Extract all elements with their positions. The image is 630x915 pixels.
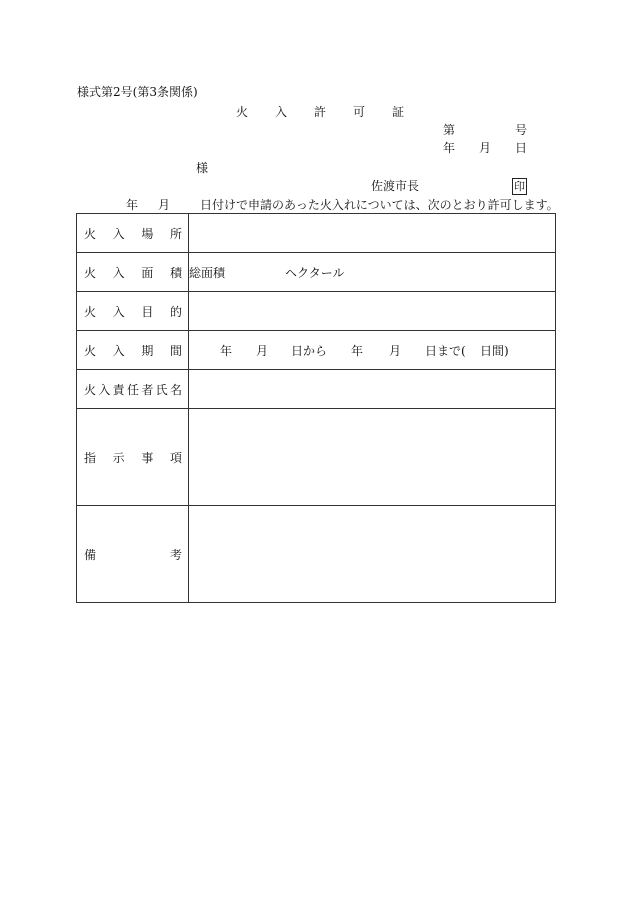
row-label (77, 214, 189, 253)
responsible-person-field[interactable] (189, 370, 556, 409)
title-char: 証 (392, 105, 405, 119)
intro-year: 年 (126, 198, 139, 212)
permit-table (76, 213, 556, 603)
label-char: 火 (84, 265, 97, 280)
table-row (77, 409, 556, 506)
label-char: 火 (84, 304, 97, 319)
row-label (77, 409, 189, 506)
label-char: 入 (112, 304, 125, 319)
label-char: 入 (112, 265, 125, 280)
date-month: 月 (479, 141, 492, 155)
title-char: 許 (314, 105, 327, 119)
row-label (77, 331, 189, 370)
table-row (77, 214, 556, 253)
date-year: 年 (443, 141, 456, 155)
burn-purpose-field[interactable] (189, 292, 556, 331)
addressee-suffix: 様 (196, 161, 209, 175)
period-start-month: 月 (256, 343, 269, 358)
remarks-field[interactable] (189, 506, 556, 603)
label-char: 任 (126, 382, 139, 397)
table-row (77, 253, 556, 292)
label-char: 火 (84, 343, 97, 358)
title-char: 入 (275, 105, 288, 119)
seal-mark: 印 (514, 180, 525, 193)
label-char: 入 (112, 226, 125, 241)
intro-month: 月 (158, 198, 171, 212)
label-char: 考 (169, 547, 182, 562)
title-char: 火 (236, 105, 249, 119)
table-row (77, 331, 556, 370)
intro-text: 日付けで申請のあった火入れについては、次のとおり許可します。 (200, 198, 559, 212)
label-char: 指 (84, 450, 97, 465)
label-char: 面 (141, 265, 154, 280)
number-prefix: 第 (443, 123, 456, 137)
row-label (77, 253, 189, 292)
intro-sentence (126, 199, 559, 211)
label-char: 示 (112, 450, 125, 465)
issue-date (443, 142, 527, 154)
label-char: 場 (141, 226, 154, 241)
number-suffix: 号 (515, 123, 528, 137)
label-char: 的 (169, 304, 182, 319)
burn-location-field[interactable] (189, 214, 556, 253)
date-day: 日 (515, 141, 528, 155)
issuer-name: 佐渡市長 (371, 179, 420, 193)
label-char: 備 (84, 547, 97, 562)
label-char: 火 (84, 226, 97, 241)
row-label (77, 292, 189, 331)
period-end-year: 年 (351, 343, 364, 358)
period-from: 日から (291, 343, 328, 358)
table-row (77, 370, 556, 409)
burn-period-field[interactable] (189, 331, 556, 370)
label-char: 氏 (155, 382, 168, 397)
permit-number (443, 124, 527, 136)
label-char: 火 (84, 382, 97, 397)
table-row (77, 506, 556, 603)
label-char: 名 (169, 382, 182, 397)
label-char: 入 (98, 382, 111, 397)
form-number-label: 様式第2号(第3条関係) (77, 85, 198, 99)
label-char: 項 (169, 450, 182, 465)
period-days: 日間) (480, 343, 509, 358)
instructions-field[interactable] (189, 409, 556, 506)
label-char: 所 (169, 226, 182, 241)
period-until: 日まで( (425, 343, 466, 358)
total-area-label: 総面積 (189, 265, 226, 280)
label-char: 目 (141, 304, 154, 319)
hectare-unit: ヘクタール (285, 265, 345, 280)
label-char: 積 (169, 265, 182, 280)
row-label (77, 370, 189, 409)
label-char: 期 (141, 343, 154, 358)
label-char: 者 (141, 382, 154, 397)
period-start-year: 年 (220, 343, 233, 358)
label-char: 間 (169, 343, 182, 358)
label-char: 入 (112, 343, 125, 358)
document-title (236, 106, 404, 118)
table-row (77, 292, 556, 331)
label-char: 責 (112, 382, 125, 397)
row-label (77, 506, 189, 603)
period-end-month: 月 (389, 343, 402, 358)
burn-area-field[interactable] (189, 253, 556, 292)
title-char: 可 (353, 105, 366, 119)
label-char: 事 (141, 450, 154, 465)
